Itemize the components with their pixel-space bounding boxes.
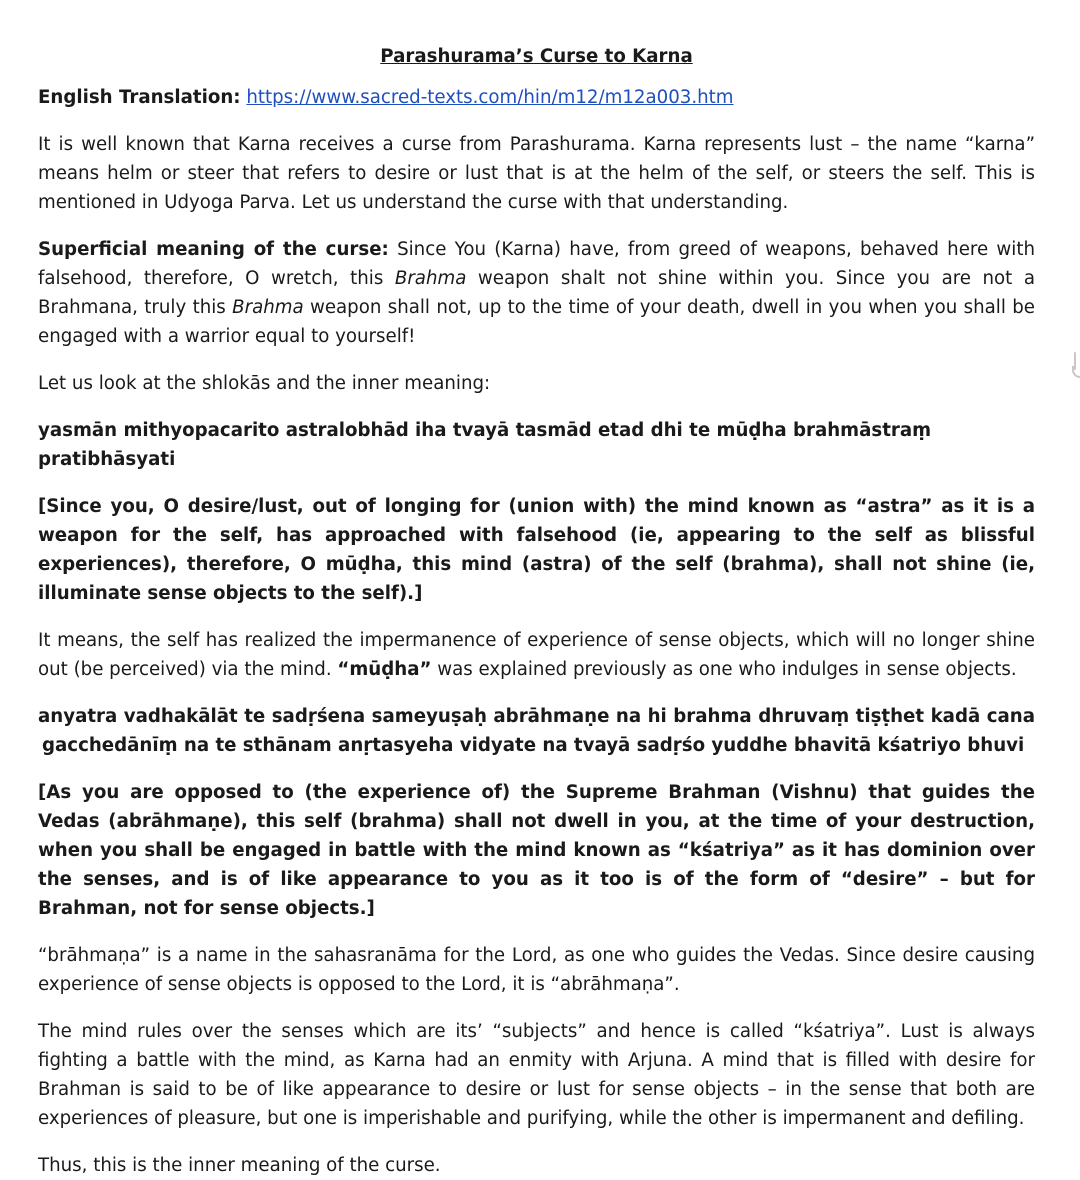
meaning-1: [Since you, O desire/lust, out of longing for (union with) the mind known as “astra” as it is a weapon for the self, has approached with falsehood (ie, appearing to the self as blissful experiences), therefore, O mūḍha, this mind (astra) of the self (brahma), shall not shine (ie, illuminate sense objects to the self).] [38, 496, 1035, 604]
shloka-2-line-2: gacchedānīṃ na te sthānam anṛtasyeha vidyate na tvayā sadṛśo yuddhe bhavitā kśatriyo bhuvi [42, 735, 1025, 756]
closing-paragraph: Thus, this is the inner meaning of the curse. [38, 1155, 441, 1176]
translation-label: English Translation: [38, 87, 241, 108]
explanation-1-term: “mūḍha” [337, 659, 432, 680]
shloka-2 [38, 702, 1035, 760]
translation-line [38, 83, 1035, 112]
mind-paragraph: The mind rules over the senses which are its’ “subjects” and hence is called “kśatriya”. Lust is always fighting a battle with the mind, as Karna had an enmity with Arjuna. A mind that is filled with desire for Brahman is said to be of like appearance to desire or lust for sense objects – in the sense that both are experiences of pleasure, but one is imperishable and purifying, while the other is impermanent and defiling. [38, 1021, 1035, 1129]
explanation-1-text-2: was explained previously as one who indulges in sense objects. [431, 659, 1017, 680]
document-title: Parashurama’s Curse to Karna [380, 46, 693, 67]
explanation-1-text-1: It means, the self has realized the impermanence of experience of sense objects, which will no longer shine out (be perceived) via the mind. [38, 630, 1035, 680]
superficial-meaning-paragraph [38, 235, 1035, 351]
shloka-1: yasmān mithyopacarito astralobhād iha tvayā tasmād etad dhi te mūḍha brahmāstraṃ pratibhāsyati [38, 420, 932, 470]
superficial-italic-2: Brahma [232, 297, 304, 318]
brahmana-paragraph: “brāhmaṇa” is a name in the sahasranāma for the Lord, as one who guides the Vedas. Since desire causing experience of sense objects is opposed to the Lord, it is “abrāhmaṇa”. [38, 945, 1035, 995]
shloka-2-line-1: anyatra vadhakālāt te sadṛśena sameyuṣaḥ abrāhmaṇe na hi brahma dhruvaṃ tiṣṭhet kadā cana [38, 706, 1035, 727]
superficial-italic-1: Brahma [394, 268, 467, 289]
explanation-1 [38, 626, 1035, 684]
scroll-indicator-curve [1072, 366, 1080, 378]
superficial-meaning-label: Superficial meaning of the curse: [38, 239, 389, 260]
document-page [38, 42, 1035, 1180]
intro-paragraph: It is well known that Karna receives a curse from Parashurama. Karna represents lust – the name “karna” means helm or steer that refers to desire or lust that is at the helm of the self, or steers the self. This is mentioned in Udyoga Parva. Let us understand the curse with that understanding. [38, 134, 1035, 213]
look-paragraph: Let us look at the shlokās and the inner meaning: [38, 373, 491, 394]
translation-link[interactable]: https://www.sacred-texts.com/hin/m12/m12a003.htm [246, 87, 734, 108]
meaning-2: [As you are opposed to (the experience of) the Supreme Brahman (Vishnu) that guides the Vedas (abrāhmaṇe), this self (brahma) shall not dwell in you, at the time of your destruction, when you shall be engaged in battle with the mind known as “kśatriya” as it has dominion over the senses, and is of like appearance to you as it too is of the form of “desire” – but for Brahman, not for sense objects.] [38, 782, 1035, 919]
scroll-indicator[interactable] [1070, 352, 1080, 382]
superficial-text-1: Since You (Karna) have, from greed of weapons, behaved here with falsehood, therefore, O wretch, this [38, 239, 1035, 289]
superficial-text-2: weapon shalt not shine within you. Since you are not a Brahmana, truly this [38, 268, 1035, 318]
superficial-text-3: weapon shall not, up to the time of your death, dwell in you when you shall be engaged with a warrior equal to yourself! [38, 297, 1035, 347]
